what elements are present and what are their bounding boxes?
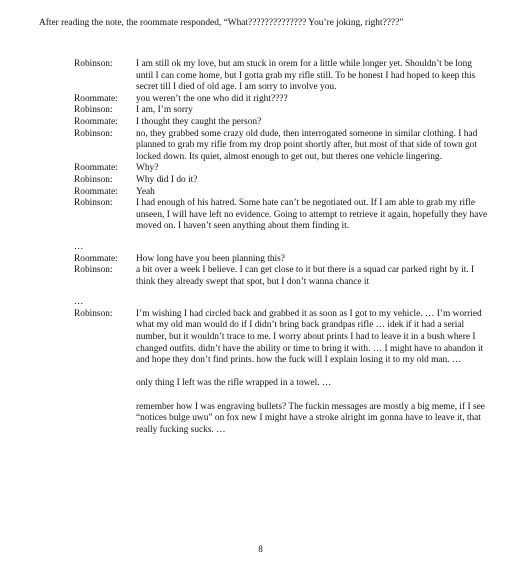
message-text: I am still ok my love, but am stuck in orem for a little while longer yet. Shouldn’t be long until I can come home, but I gotta grab my rifle still. To be honest I had hoped to keep this secret till I died of old age. I am sorry to involve you. [136, 59, 476, 93]
transcript-row [74, 175, 488, 187]
transcript-row [74, 94, 488, 106]
continuation-row [74, 378, 488, 390]
transcript-row [74, 163, 488, 175]
message-text: I thought they caught the person? [136, 116, 262, 127]
transcript-row [74, 309, 488, 367]
message-text: Yeah [136, 186, 155, 197]
intro-paragraph: After reading the note, the roommate responded, “What?????????????? You’re joking, right????” [39, 18, 404, 28]
message-text: Why? [136, 163, 159, 174]
speaker-label: Robinson: [74, 308, 113, 319]
speaker-label: Roommate: [74, 186, 118, 197]
message-text: Why did I do it? [136, 174, 198, 185]
message-text: a bit over a week I believe. I can get close to it but there is a squad car parked right by it. I think they already swept that spot, but I don’t wanna chance it [136, 265, 475, 287]
speaker-label: Roommate: [74, 116, 118, 127]
page-number: 8 [258, 544, 263, 554]
continuation-row [74, 402, 488, 437]
speaker-label: Robinson: [74, 59, 113, 69]
message-text: I had enough of his hatred. Some hate can’t be negotiated out. If I am able to grab my rifle unseen, I will have left no evidence. Going to attempt to retrieve it again, hopefully they have moved on. I haven’t seen anything about them finding it. [136, 198, 488, 232]
transcript-row [74, 117, 488, 129]
message-text: How long have you been planning this? [136, 253, 285, 264]
speaker-label: Roommate: [74, 253, 118, 264]
message-text: no, they grabbed some crazy old dude, then interrogated someone in similar clothing. I had planned to grab my rifle from my drop point shortly after, but most of that side of town got locked down. Its quiet, almost enough to get out, but theres one vehicle lingering. [136, 128, 478, 162]
message-text: I am, I’m sorry [136, 105, 193, 116]
speaker-label: Robinson: [74, 105, 113, 116]
speaker-label: Roommate: [74, 93, 118, 104]
transcript-row [74, 254, 488, 266]
transcript-row [74, 198, 488, 233]
message-text: you weren’t the one who did it right???? [136, 93, 288, 104]
message-text: remember how I was engraving bullets? The fuckin messages are mostly a big meme, if I see “notices bulge uwu” on fox new I might have a stroke alright im gonna have to leave it, that really fucking sucks. … [136, 401, 485, 435]
transcript-row [74, 129, 488, 164]
ellipsis-separator: … [74, 297, 84, 308]
transcript-row [74, 105, 488, 117]
speaker-label: Roommate: [74, 163, 118, 174]
speaker-label: Robinson: [74, 128, 113, 139]
transcript [74, 59, 488, 436]
transcript-row [74, 59, 488, 94]
speaker-label: Robinson: [74, 174, 113, 185]
speaker-label: Robinson: [74, 198, 113, 209]
transcript-row [74, 265, 488, 288]
message-text: I’m wishing I had circled back and grabbed it as soon as I got to my vehicle. … I’m worried what my old man would do if I didn’t bring back grandpas rifle … idek if it had a serial number, but it wouldn’t trace to me. I worry about prints I had to leave it in a bush where I changed outfits. didn’t have the ability or time to bring it with. … I might have to abandon it and hope they don’t find prints. how the fuck will I explain losing it to my old man. … [136, 308, 484, 366]
ellipsis-separator: … [74, 241, 84, 252]
speaker-label: Robinson: [74, 265, 113, 276]
message-text: only thing I left was the rifle wrapped in a towel. … [136, 378, 332, 389]
transcript-row [74, 187, 488, 199]
